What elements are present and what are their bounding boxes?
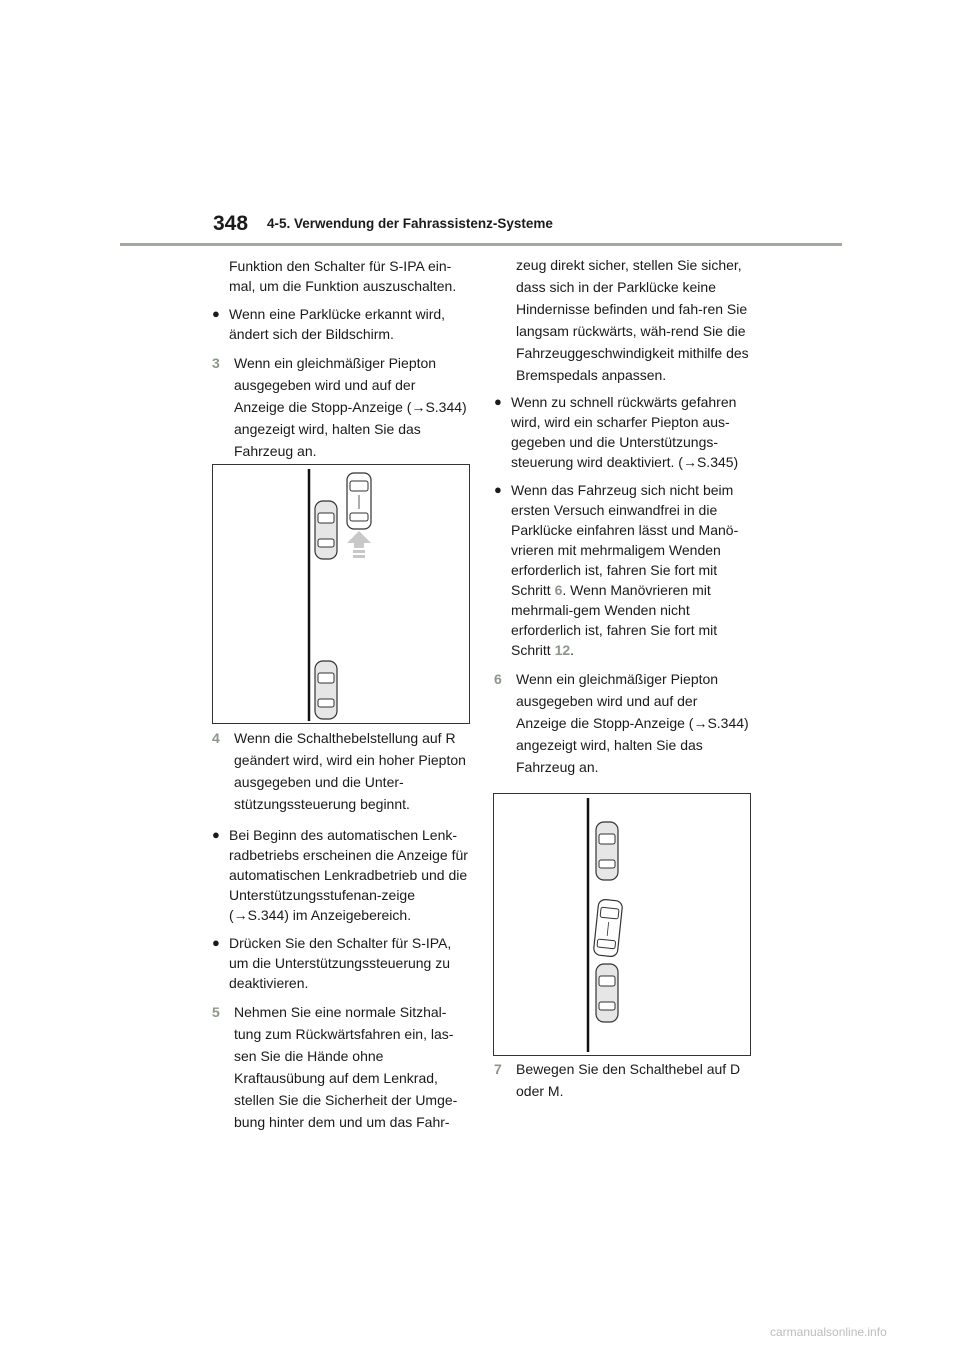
left-column-lower: [212, 727, 468, 1143]
bullet-item: [212, 825, 468, 925]
step-number: 4: [212, 730, 220, 746]
parked-car-front-icon: [315, 501, 337, 559]
bullet-text: Bei Beginn des automatischen Lenk-radbetriebs erscheinen die Anzeige für automatischen Lenkradbetrieb und die Unterstützungsstufenan-zeige (→S.344) im Anzeigebereich.: [229, 827, 468, 923]
parking-diagram-2: [494, 794, 750, 1055]
step-reference: 6: [554, 582, 563, 598]
parking-diagram-1: [213, 465, 469, 723]
step-reference: 12: [554, 642, 571, 658]
bullet-dot-icon: ●: [212, 827, 220, 842]
bullet-item: [212, 304, 468, 344]
step-7: [494, 1058, 750, 1102]
watermark: carmanualsonline.info: [770, 1325, 887, 1339]
step-6: [494, 668, 750, 778]
step-text: Wenn ein gleichmäßiger Piepton ausgegeben wird und auf der Anzeige die Stopp-Anzeige (→S.344) angezeigt wird, halten Sie das Fahrzeug an.: [234, 355, 467, 459]
section-title: 4-5. Verwendung der Fahrassistenz-Systeme: [267, 216, 553, 231]
bullet-dot-icon: ●: [494, 482, 502, 497]
own-car-icon: [347, 473, 371, 529]
page-number: 348: [213, 212, 249, 235]
step-number: 6: [494, 671, 502, 687]
step-text: Bewegen Sie den Schalthebel auf D oder M.: [516, 1061, 741, 1099]
bullet-item: [494, 480, 750, 660]
step-4: [212, 727, 468, 815]
right-column: [494, 254, 750, 788]
reverse-arrow-icon: [347, 531, 371, 558]
step-number: 5: [212, 1004, 220, 1020]
step-number: 3: [212, 355, 220, 371]
header-rule: [120, 243, 842, 246]
bullet-dot-icon: ●: [212, 306, 220, 321]
parking-figure-2: [493, 793, 751, 1056]
bullet-text-b: . Wenn Manövrieren mit mehrmali-gem Wenden nicht erforderlich ist, fahren Sie fort mit Schritt: [511, 582, 718, 658]
left-column: [212, 256, 468, 472]
bullet-text: Drücken Sie den Schalter für S-IPA, um die Unterstützungssteuerung zu deaktivieren.: [229, 935, 452, 991]
step-text: Wenn ein gleichmäßiger Piepton ausgegeben wird und auf der Anzeige die Stopp-Anzeige (→S.344) angezeigt wird, halten Sie das Fahrzeug an.: [516, 671, 749, 775]
bullet-text-a: Wenn das Fahrzeug sich nicht beim ersten Versuch einwandfrei in die Parklücke einfahren lässt und Manö-vrieren mit mehrmaligem Wenden erforderlich ist, fahren Sie fort mit Schritt: [511, 482, 739, 598]
step-number: 7: [494, 1061, 502, 1077]
parked-car-rear-icon: [315, 661, 337, 719]
own-car-icon: [593, 899, 623, 957]
bullet-text: Wenn eine Parklücke erkannt wird, ändert sich der Bildschirm.: [229, 306, 446, 342]
intro-text: Funktion den Schalter für S-IPA ein-mal, um die Funktion auszuschalten.: [229, 258, 457, 294]
step-3: [212, 352, 468, 462]
step-5-continued: zeug direkt sicher, stellen Sie sicher, dass sich in der Parklücke keine Hindernisse befinden und fah-ren Sie langsam rückwärts, wäh-rend Sie die Fahrzeuggeschwindigkeit mithilfe des Bremspedals anpassen.: [516, 257, 749, 383]
parking-figure-1: [212, 464, 470, 724]
bullet-item: [494, 392, 750, 472]
right-column-lower: [494, 1058, 750, 1112]
step-text: Nehmen Sie eine normale Sitzhal-tung zum Rückwärtsfahren ein, las-sen Sie die Hände ohne Kraftausübung auf dem Lenkrad, stellen Sie die Sicherheit der Umge-bung hinter dem und um das Fahr-: [234, 1004, 458, 1130]
parked-car-front-icon: [596, 822, 618, 880]
bullet-text-c: .: [570, 642, 575, 658]
bullet-dot-icon: ●: [494, 394, 502, 409]
parked-car-rear-icon: [596, 964, 618, 1022]
step-text: Wenn die Schalthebelstellung auf R geändert wird, wird ein hoher Piepton ausgegeben und die Unter-stützungssteuerung beginnt.: [234, 730, 466, 812]
bullet-item: [212, 933, 468, 993]
step-5: [212, 1001, 468, 1133]
bullet-text: Wenn zu schnell rückwärts gefahren wird, wird ein scharfer Piepton aus-gegeben und die Unterstützungs-steuerung wird deaktiviert. (→S.345): [511, 394, 739, 470]
bullet-dot-icon: ●: [212, 935, 220, 950]
